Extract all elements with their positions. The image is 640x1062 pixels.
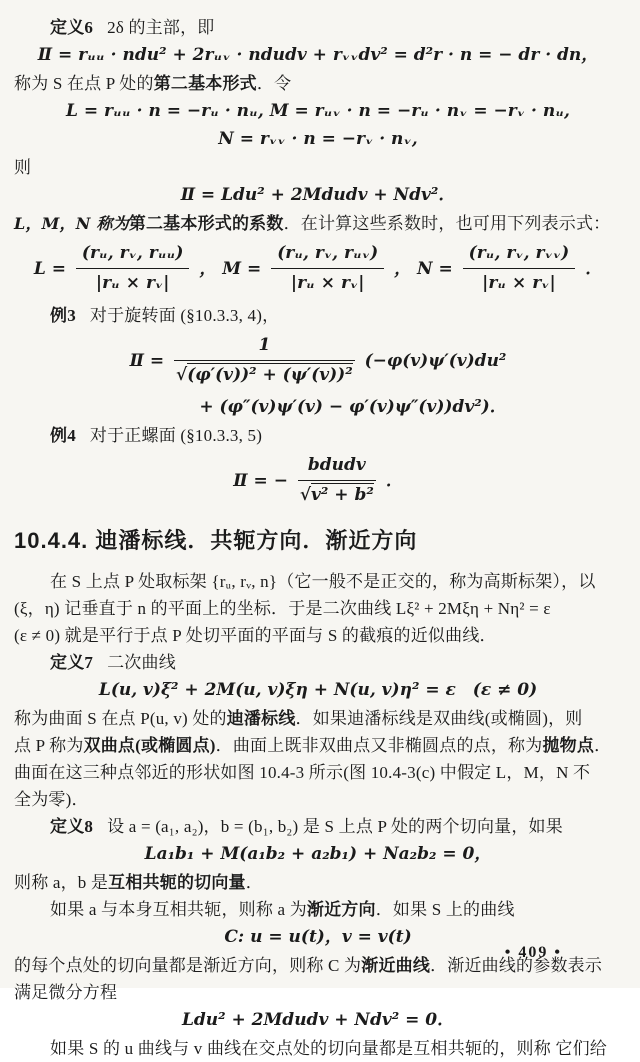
frac-M-lead: M = (222, 259, 262, 279)
frac-M-denominator: |rᵤ × rᵥ| (290, 273, 365, 293)
formula-conjugate-condition: La₁b₁ + M(a₁b₂ + a₂b₁) + Na₂b₂ = 0， (144, 844, 492, 864)
example-3-intro: 对于旋转面 (§10.3.3, 4)， (89, 306, 280, 325)
formula-helicoid-II (14, 453, 622, 510)
formula-surface-of-revolution-II (14, 333, 622, 390)
definition-7-line (14, 649, 622, 676)
formula-lead: Ⅱ = − (233, 471, 288, 491)
text-segment: 点 P 称为 (14, 736, 84, 755)
separator: ， (394, 259, 412, 279)
text-segment: ． (594, 736, 612, 755)
term-conjugate-tangent-vectors: 互相共轭的切向量 (108, 873, 246, 892)
conjugate-naming-line (14, 869, 622, 896)
frac-revolution (174, 332, 355, 389)
frac-numerator: 1 (174, 332, 355, 361)
example-4-intro: 对于正螺面 (§10.3.3, 5) (89, 426, 263, 445)
definition-8-line (14, 813, 622, 840)
formula-dupin-indicatrix: L(u, v)ξ² + 2M(u, v)ξη + N(u, v)η² = ε (ε ≠ 0) (98, 680, 538, 700)
definition-8-intro: 设 a = (a₁, a₂)，b = (b₁, b₂) 是 S 上点 P 处的两个切向量，如果 (107, 817, 563, 836)
radicand: (φ′(v))² + (ψ′(v))² (187, 365, 353, 385)
radical-sign: √ (299, 485, 312, 505)
term-dupin-indicatrix: 迪潘标线 (226, 709, 296, 728)
end-punctuation: ． (585, 259, 603, 279)
coefficients-naming-line (14, 210, 622, 237)
text-segment: ．渐近曲线的参数表示 (430, 956, 603, 975)
radicand: v² + b² (311, 485, 374, 505)
second-fundamental-form-naming-line (14, 70, 622, 97)
text-segment: L，M，N 称为 (14, 214, 129, 233)
paragraph-gauss-frame-line3: (ε ≠ 0) 就是平行于点 P 处切平面的平面与 S 的截痕的近似曲线． (14, 626, 497, 645)
definition-6-line (14, 14, 622, 41)
dupin-paragraph-line2 (14, 732, 622, 759)
example-3-line (14, 302, 622, 329)
definition-7-label: 定义7 (50, 653, 94, 672)
frac-N (463, 240, 576, 297)
paragraph-gauss-frame-line2: (ξ，η) 记垂直于 n 的平面上的坐标．于是二次曲线 Lξ² + 2Mξη + Nη² = ε (14, 599, 551, 618)
text-segment: ．如果 S 上的曲线 (375, 900, 515, 919)
text-segment: ．如果迪潘标线是双曲线(或椭圆)，则 (295, 709, 583, 728)
text-segment: ．令 (256, 74, 292, 93)
formula-LMN-triple-product-fractions (14, 241, 622, 298)
formula-L-M-definitions: L = rᵤᵤ · n = −rᵤ · nᵤ, M = rᵤᵥ · n = −rᵤ · nᵥ = −rᵥ · nᵤ, (66, 101, 570, 121)
frac-numerator: bdudv (298, 452, 376, 481)
term-hyperbolic-elliptic-point: 双曲点(或椭圆点) (83, 736, 216, 755)
text-segment: 的每个点处的切向量都是渐近方向，则称 C 为 (14, 956, 362, 975)
dupin-paragraph-line4: 全为零)． (14, 790, 89, 809)
formula-second-fundamental-form-expansion: Ⅱ = rᵤᵤ · ndu² + 2rᵤᵥ · ndudv + rᵥᵥdv² = d²r · n = − dr · dn， (37, 45, 599, 65)
text-segment: 则称 a，b 是 (14, 873, 109, 892)
definition-8-label: 定义8 (50, 817, 94, 836)
term-parabolic-point: 拋物点 (542, 736, 595, 755)
text-segment: 如果 a 与本身互相共轭，则称 a 为 (50, 900, 307, 919)
term-coefficients: 第二基本形式的系数 (128, 214, 284, 233)
frac-N-numerator: (rᵤ, rᵥ, rᵥᵥ) (463, 240, 576, 269)
frac-denominator-sqrt (174, 361, 355, 389)
then-line: 则 (14, 158, 32, 177)
formula-lead: Ⅱ = (129, 351, 165, 371)
frac-M (271, 240, 384, 297)
formula-tail: (−φ(v)ψ′(v)du² (364, 351, 507, 371)
separator: ， (199, 259, 217, 279)
example-4-label: 例4 (50, 426, 76, 445)
frac-helicoid (298, 452, 376, 509)
term-asymptotic-direction: 渐近方向 (306, 900, 376, 919)
radical-sign: √ (176, 365, 188, 385)
example-3-label: 例3 (50, 306, 76, 325)
asymptotic-direction-line (14, 896, 622, 923)
end-punctuation: ． (385, 471, 403, 491)
example-4-line (14, 422, 622, 449)
definition-7-intro: 二次曲线 (107, 653, 176, 672)
formula-asymptotic-ode: Ldu² + 2Mdudv + Ndv² = 0． (181, 1010, 455, 1030)
dupin-paragraph-line3: 曲面在这三种点邻近的形状如图 10.4-3 所示(图 10.4-3(c) 中假定 L，M，N 不 (14, 763, 591, 782)
formula-II-coefficients: Ⅱ = Ldu² + 2Mdudv + Ndv²． (180, 185, 456, 205)
frac-N-lead: N = (417, 259, 453, 279)
text-segment: 称为曲面 S 在点 P(u, v) 处的 (14, 709, 227, 728)
paragraph-gauss-frame-line1: 在 S 上点 P 处取标架 {rᵤ, rᵥ, n}（它一般不是正交的，称为高斯标架），以 (50, 572, 596, 591)
frac-L-lead: L = (33, 259, 66, 279)
text-segment: 称为 S 在点 P 处的 (14, 74, 154, 93)
frac-L (76, 240, 190, 297)
term-second-fundamental-form: 第二基本形式 (153, 74, 257, 93)
definition-6-label: 定义6 (50, 18, 94, 37)
text-segment: ． (245, 873, 263, 892)
text-segment: ．曲面上既非双曲点又非椭圆点的点，称为 (215, 736, 543, 755)
formula-surface-of-revolution-II-line2: + (φ″(v)ψ′(v) − φ′(v)ψ″(v))dv²)． (199, 397, 507, 417)
frac-denominator-sqrt (298, 481, 376, 509)
frac-M-numerator: (rᵤ, rᵥ, rᵤᵥ) (271, 240, 384, 269)
frac-L-numerator: (rᵤ, rᵥ, rᵤᵤ) (76, 240, 190, 269)
page-number: • 409 • (504, 944, 562, 961)
ode-intro-line: 满足微分方程 (14, 983, 118, 1002)
dupin-paragraph-line1 (14, 705, 622, 732)
conjugate-net-last-line: 如果 S 的 u 曲线与 v 曲线在交点处的切向量都是互相共轭的，则称 它们给 (50, 1039, 608, 1058)
frac-N-denominator: |rᵤ × rᵥ| (482, 273, 556, 293)
formula-N-definition: N = rᵥᵥ · n = −rᵥ · nᵥ, (218, 129, 418, 149)
definition-6-intro: 2δ 的主部，即 (107, 18, 215, 37)
frac-L-denominator: |rᵤ × rᵥ| (95, 273, 170, 293)
text-segment: ．在计算这些系数时，也可用下列表示式： (283, 214, 611, 233)
term-asymptotic-curve: 渐近曲线 (361, 956, 431, 975)
section-heading-10-4-4: 10.4.4. 迪潘标线．共轭方向．渐近方向 (14, 528, 418, 553)
formula-curve-C-parametrization: C: u = u(t)，v = v(t) (224, 927, 412, 947)
